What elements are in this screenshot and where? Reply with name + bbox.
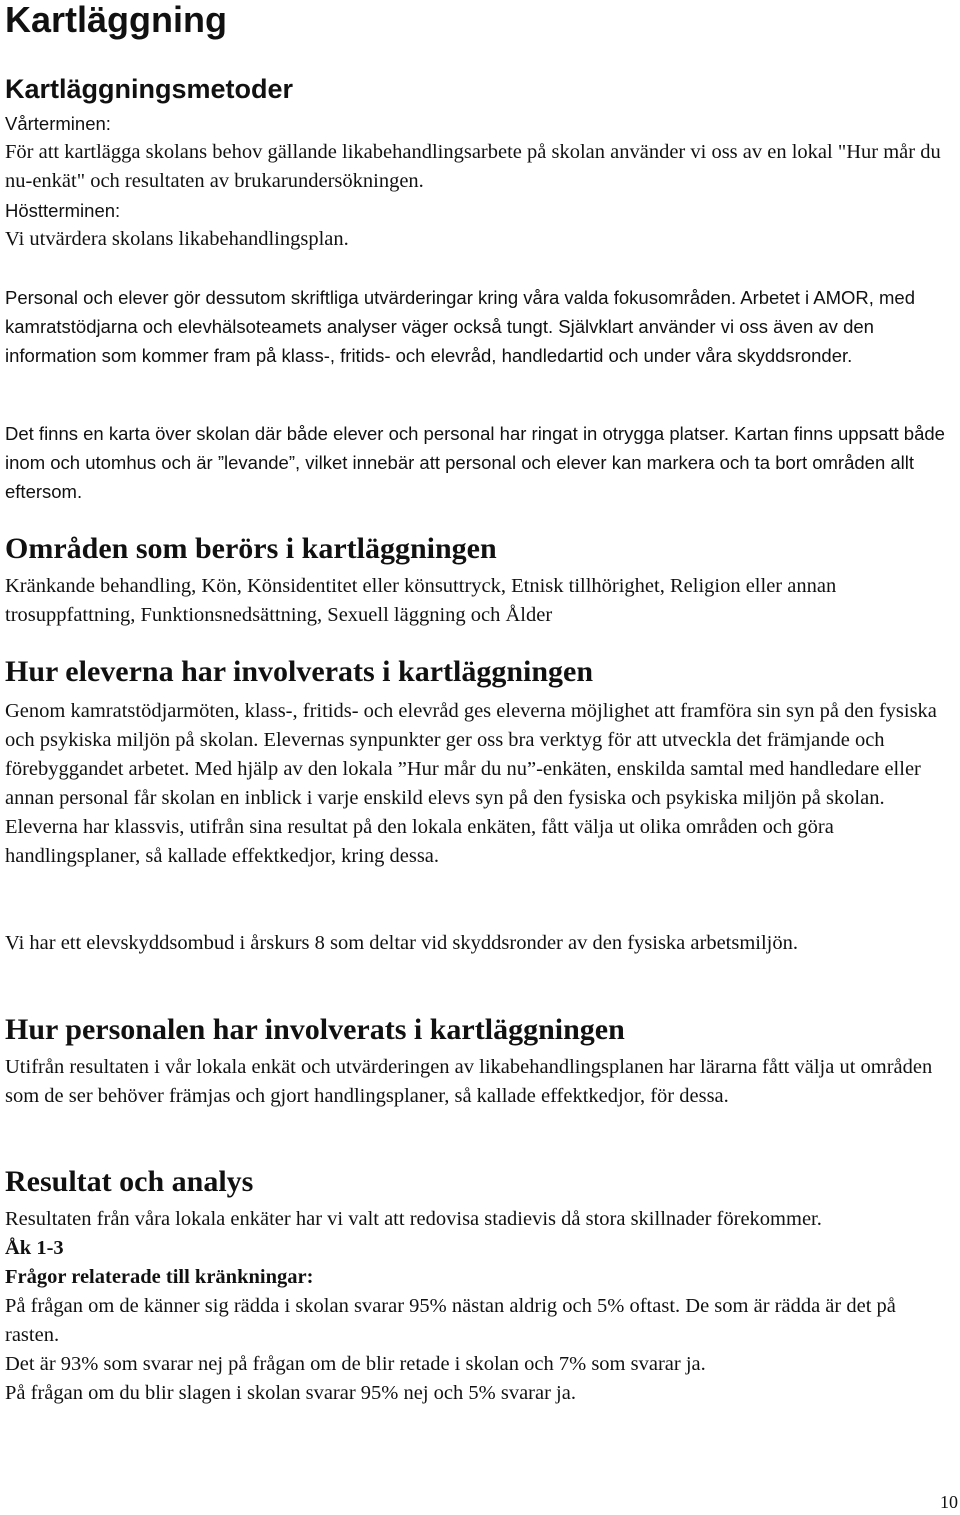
results-intro: Resultaten från våra lokala enkäter har vi valt att redovisa stadievis då stora skillnader förekommer. bbox=[5, 1208, 822, 1230]
results-heading: Resultat och analys bbox=[5, 1165, 254, 1198]
staff-text: Utifrån resultaten i vår lokala enkät och utvärderingen av likabehandlingsplanen har lärarna fått välja ut områden som de ser behöver främjas och gjort handlingsplaner, så kallade effektkedjor, för dessa. bbox=[5, 1056, 933, 1107]
results-line-2: Det är 93% som svarar nej på frågan om de blir retade i skolan och 7% som svarar ja. bbox=[5, 1353, 706, 1375]
areas-text: Kränkande behandling, Kön, Könsidentitet eller könsuttryck, Etnisk tillhörighet, Religion eller annan trosuppfattning, Funktionsnedsättning, Sexuell läggning och Ålder bbox=[5, 575, 837, 626]
autumn-text: Vi utvärdera skolans likabehandlingsplan. bbox=[5, 228, 349, 250]
methods-heading-block bbox=[5, 72, 955, 106]
spring-section bbox=[5, 109, 955, 254]
methods-paragraph-1: Personal och elever gör dessutom skriftliga utvärderingar kring våra valda fokusområden. Arbetet i AMOR, med kamratstödjarna och elevhälsoteamets analyser väger också tungt. Självklart använder vi oss även av den information som kommer fram på klass-, fritids- och elevråd, handledartid och under våra skyddsronder. bbox=[5, 287, 916, 366]
autumn-label: Höstterminen: bbox=[5, 200, 121, 221]
results-line-1: På frågan om de känner sig rädda i skolan svarar 95% nästan aldrig och 5% oftast. De som är rädda är det på rasten. bbox=[5, 1295, 896, 1346]
spring-label: Vårterminen: bbox=[5, 113, 111, 134]
students-section bbox=[5, 655, 955, 871]
results-section bbox=[5, 1165, 955, 1408]
results-grade: Åk 1-3 bbox=[5, 1237, 64, 1259]
page-title: Kartläggning bbox=[5, 0, 227, 40]
areas-section bbox=[5, 532, 955, 630]
students-paragraph-2: Vi har ett elevskyddsombud i årskurs 8 som deltar vid skyddsronder av den fysiska arbetsmiljön. bbox=[5, 932, 799, 954]
results-line-3: På frågan om du blir slagen i skolan svarar 95% nej och 5% svarar ja. bbox=[5, 1382, 576, 1404]
spring-text: För att kartlägga skolans behov gällande likabehandlingsarbete på skolan använder vi oss av en lokal "Hur mår du nu-enkät" och resultaten av brukarundersökningen. bbox=[5, 141, 941, 192]
page-number: 10 bbox=[940, 1492, 958, 1512]
methods-paragraph-2: Det finns en karta över skolan där både elever och personal har ringat in otrygga platser. Kartan finns uppsatt både inom och utomhus och är ”levande”, vilket innebär att personal och elever kan markera och ta bort områden allt eftersom. bbox=[5, 423, 945, 502]
results-subheading: Frågor relaterade till kränkningar: bbox=[5, 1266, 314, 1288]
staff-heading: Hur personalen har involverats i kartläggningen bbox=[5, 1013, 625, 1046]
areas-heading: Områden som berörs i kartläggningen bbox=[5, 532, 497, 565]
staff-section bbox=[5, 1013, 955, 1111]
methods-heading: Kartläggningsmetoder bbox=[5, 74, 294, 104]
students-paragraph-1: Genom kamratstödjarmöten, klass-, fritids- och elevråd ges eleverna möjlighet att framföra sin syn på den fysiska och psykiska miljön på skolan. Elevernas synpunkter ger oss bra verktyg för att utveckla det främjande och förebyggandet arbetet. Med hjälp av den lokala ”Hur mår du nu”-enkäten, enskilda samtal med handledare eller annan personal får skolan en inblick i varje enskild elevs syn på den fysiska och psykiska miljön på skolan. Eleverna har klassvis, utifrån sina resultat på den lokala enkäten, fått välja ut olika områden och göra handlingsplaner, så kallade effektkedjor, kring dessa. bbox=[5, 700, 937, 867]
students-heading: Hur eleverna har involverats i kartläggningen bbox=[5, 655, 594, 688]
